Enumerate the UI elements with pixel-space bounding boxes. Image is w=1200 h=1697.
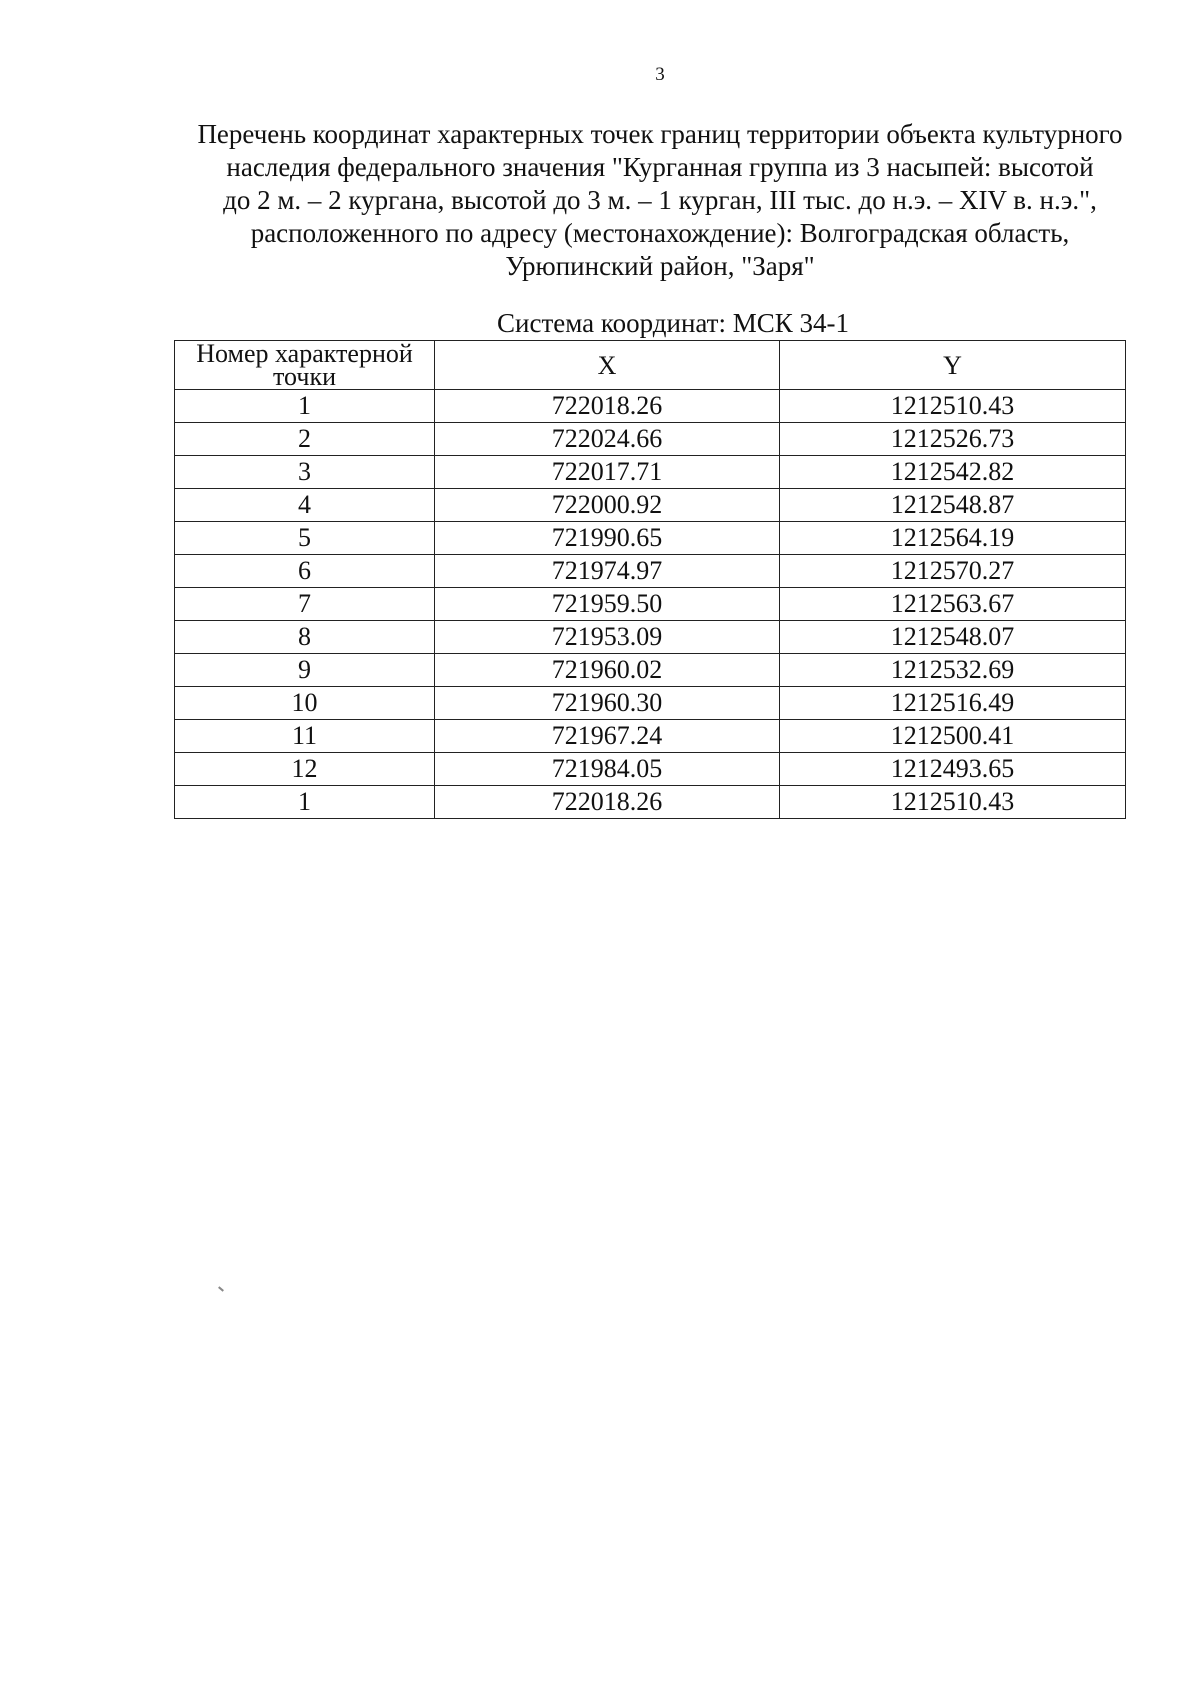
- cell-y: 1212510.43: [780, 786, 1126, 819]
- cell-x: 722024.66: [435, 423, 780, 456]
- table-body: [175, 390, 1126, 819]
- cell-point-number: 1: [175, 390, 435, 423]
- cell-y: 1212564.19: [780, 522, 1126, 555]
- cell-point-number: 6: [175, 555, 435, 588]
- cell-y: 1212493.65: [780, 753, 1126, 786]
- cell-x: 721960.30: [435, 687, 780, 720]
- table-row: [175, 588, 1126, 621]
- table-row: [175, 786, 1126, 819]
- title-line: расположенного по адресу (местонахождение): Волгоградская область,: [250, 218, 1070, 248]
- cell-x: 722018.26: [435, 390, 780, 423]
- cell-point-number: 1: [175, 786, 435, 819]
- cell-y: 1212532.69: [780, 654, 1126, 687]
- table-row: [175, 654, 1126, 687]
- cell-point-number: 11: [175, 720, 435, 753]
- table-row: [175, 390, 1126, 423]
- page-number: 3: [655, 64, 665, 85]
- cell-y: 1212526.73: [780, 423, 1126, 456]
- coordinates-table: [174, 340, 1126, 819]
- table-header-row: [175, 341, 1126, 390]
- scan-speck: [218, 1286, 224, 1291]
- title-line: Перечень координат характерных точек границ территории объекта культурного: [197, 119, 1123, 149]
- header-point-number-line1: Номер характерной: [196, 339, 413, 368]
- cell-point-number: 2: [175, 423, 435, 456]
- cell-point-number: 10: [175, 687, 435, 720]
- table-row: [175, 489, 1126, 522]
- coordinate-system-caption: Система координат: МСК 34-1: [497, 308, 849, 338]
- document-title: [160, 118, 1160, 283]
- cell-x: 721990.65: [435, 522, 780, 555]
- cell-x: 721953.09: [435, 621, 780, 654]
- cell-y: 1212500.41: [780, 720, 1126, 753]
- table-row: [175, 720, 1126, 753]
- cell-point-number: 9: [175, 654, 435, 687]
- cell-point-number: 4: [175, 489, 435, 522]
- cell-x: 721984.05: [435, 753, 780, 786]
- cell-x: 722017.71: [435, 456, 780, 489]
- cell-y: 1212548.07: [780, 621, 1126, 654]
- header-y: Y: [780, 341, 1126, 390]
- cell-x: 722000.92: [435, 489, 780, 522]
- table-row: [175, 555, 1126, 588]
- cell-x: 721974.97: [435, 555, 780, 588]
- table-row: [175, 522, 1126, 555]
- cell-point-number: 5: [175, 522, 435, 555]
- cell-y: 1212570.27: [780, 555, 1126, 588]
- header-x: X: [435, 341, 780, 390]
- title-line: до 2 м. – 2 кургана, высотой до 3 м. – 1 курган, III тыс. до н.э. – XIV в. н.э.",: [223, 185, 1097, 215]
- table-row: [175, 621, 1126, 654]
- cell-point-number: 8: [175, 621, 435, 654]
- cell-x: 721960.02: [435, 654, 780, 687]
- cell-y: 1212548.87: [780, 489, 1126, 522]
- cell-point-number: 3: [175, 456, 435, 489]
- title-line: наследия федерального значения "Курганная группа из 3 насыпей: высотой: [226, 152, 1094, 182]
- cell-y: 1212516.49: [780, 687, 1126, 720]
- header-point-number: [175, 341, 435, 390]
- cell-y: 1212510.43: [780, 390, 1126, 423]
- cell-y: 1212542.82: [780, 456, 1126, 489]
- cell-x: 722018.26: [435, 786, 780, 819]
- table-row: [175, 423, 1126, 456]
- table-row: [175, 687, 1126, 720]
- table-row: [175, 753, 1126, 786]
- cell-y: 1212563.67: [780, 588, 1126, 621]
- table-row: [175, 456, 1126, 489]
- cell-x: 721959.50: [435, 588, 780, 621]
- header-point-number-line2: точки: [273, 362, 336, 391]
- title-line: Урюпинский район, "Заря": [505, 251, 815, 281]
- cell-point-number: 12: [175, 753, 435, 786]
- cell-point-number: 7: [175, 588, 435, 621]
- cell-x: 721967.24: [435, 720, 780, 753]
